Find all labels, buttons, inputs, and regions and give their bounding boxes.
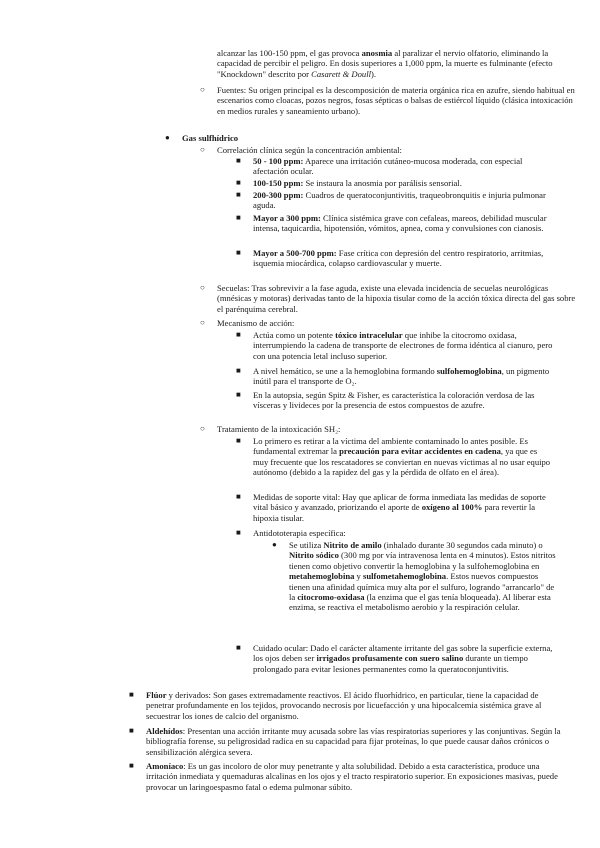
level-item <box>253 190 553 211</box>
italic-reference: Casarett & Doull <box>311 68 371 79</box>
level-label: Mayor a 500-700 ppm: <box>253 248 337 258</box>
tratamiento-item: Tratamiento de la intoxicación SH₂: <box>217 424 341 434</box>
text-run: alcanzar las 100-150 ppm, el gas provoca <box>217 48 362 58</box>
gas-item <box>146 690 566 721</box>
treatment-item <box>253 492 553 523</box>
bold-term: oxígeno al 100% <box>421 502 483 513</box>
disc-bullet-icon: ● <box>272 540 277 549</box>
circle-bullet-icon: ○ <box>200 424 205 433</box>
square-bullet-icon: ■ <box>236 213 241 222</box>
square-bullet-icon: ■ <box>236 156 241 165</box>
text-run: (la enzima que el gas tenía bloqueada). Al liberar esta enzima, se reactiva el metabolismo aerobio y la respiración celular. <box>289 592 551 613</box>
treatment-item <box>253 643 553 674</box>
level-text: Se instaura la anosmia por parálisis sensorial. <box>303 178 462 188</box>
text-run: Actúa como un potente <box>253 330 336 340</box>
level-label: 50 - 100 ppm: <box>253 156 304 166</box>
bold-term: Nitrito de amilo <box>323 540 382 550</box>
text-run: En la autopsia, según <box>253 390 329 400</box>
square-bullet-icon: ■ <box>236 366 241 375</box>
text-run: ). <box>370 68 376 79</box>
level-item <box>253 156 553 177</box>
level-text: Cuadros de queratoconjuntivitis, traqueobronquitis e injuria pulmonar aguda. <box>253 190 546 211</box>
level-text: Aparece una irritación cutáneo-mucosa moderada, con especial afectación ocular. <box>253 156 523 177</box>
text-run: , ya que es muy frecuente que los rescatadores se conviertan en nuevas víctimas al no usar equipo autónomo (debido a la rapidez del gas y la pérdida de olfato en el área). <box>253 446 551 478</box>
square-bullet-icon: ■ <box>236 436 241 445</box>
square-bullet-icon: ■ <box>129 761 134 770</box>
fuentes-item: Fuentes: Su origen principal es la descomposición de materia orgánica rica en azufre, siendo habitual en escenarios como cloacas, pozos negros, fosas sépticas o balsas de estiércol líquido (clásica intoxicación en medios rurales y saneamiento urbano). <box>217 85 575 116</box>
mechanism-item <box>253 390 553 411</box>
bold-term: anosmia <box>361 48 393 58</box>
circle-bullet-icon: ○ <box>200 85 205 94</box>
secuelas-item: Secuelas: Tras sobrevivir a la fase aguda, existe una elevada incidencia de secuelas neurológicas (mnésicas y motoras) derivadas tanto de la hipoxia tisular como de la acción tóxica directa del gas sobre el parénquima cerebral. <box>217 283 576 314</box>
level-item <box>253 248 553 269</box>
square-bullet-icon: ■ <box>236 248 241 257</box>
gas-description: y derivados: Son gases extremadamente reactivos. El ácido fluorhídrico, en particular, tiene la capacidad de penetrar profundamente en los tejidos, provocando necrosis por licuefacción y una hipocalcemia sistémica grave al secuestrar los iones de calcio del organismo. <box>146 690 542 721</box>
gas-item <box>146 726 566 757</box>
bold-term: precaución para evitar accidentes en cadena <box>339 446 501 457</box>
level-item <box>253 213 553 234</box>
square-bullet-icon: ■ <box>236 190 241 199</box>
level-text: Fase crítica con depresión del centro respiratorio, arritmias, isquemia miocárdica, colapso cardiovascular y muerte. <box>253 248 544 269</box>
level-label: 200-300 ppm: <box>253 190 304 200</box>
text-run: Se utiliza <box>289 540 324 550</box>
antidote-item <box>289 540 559 613</box>
bold-term: sulfohemoglobina <box>436 366 502 376</box>
gas-item <box>146 761 566 792</box>
square-bullet-icon: ■ <box>129 690 134 699</box>
square-bullet-icon: ■ <box>129 726 134 735</box>
bold-term: Nitrito sódico <box>289 550 339 561</box>
square-bullet-icon: ■ <box>236 330 241 339</box>
square-bullet-icon: ■ <box>236 178 241 187</box>
square-bullet-icon: ■ <box>236 528 241 537</box>
gas-description: : Es un gas incoloro de olor muy penetrante y alta solubilidad. Debido a esta característica, produce una irritación inmediata y quemaduras alcalinas en los ojos y el tracto respiratorio superior. En exposiciones masivas, puede provocar un laringoespasmo fatal o edema pulmonar súbito. <box>146 761 558 792</box>
text-run: Lo primero es retirar a la víctima del ambiente contaminado lo antes posible. Es fundamental extremar la <box>253 436 528 457</box>
circle-bullet-icon: ○ <box>200 318 205 327</box>
level-label: Mayor a 300 ppm: <box>253 213 321 223</box>
text-run: que inhibe la citocromo oxidasa, interrumpiendo la cadena de transporte de electrones de forma idéntica al cianuro, pero con una potencia letal incluso superior. <box>253 330 553 361</box>
square-bullet-icon: ■ <box>236 492 241 501</box>
text-run: A nivel hemático, se une a la hemoglobina formando <box>253 366 437 376</box>
text-run: (300 mg por vía intravenosa lenta en 4 minutos). Estos nitritos tienen como objetivo convertir la hemoglobina y la sulfohemoglobina en <box>289 550 556 571</box>
level-text: Clínica sistémica grave con cefaleas, mareos, debilidad muscular intensa, taquicardia, hipotensión, vómitos, apnea, coma y convulsiones con cianosis. <box>253 213 547 234</box>
text-run: durante un tiempo prolongado para evitar lesiones permanentes como la queratoconjuntivitis. <box>253 653 528 674</box>
mechanism-item <box>253 366 553 387</box>
square-bullet-icon: ■ <box>236 390 241 399</box>
level-item <box>253 178 553 188</box>
bold-term: irrigados profusamente con suero salino <box>316 653 464 664</box>
treatment-item: Antidototerapia específica: <box>253 528 346 538</box>
bold-term: tóxico intracelular <box>335 330 403 340</box>
square-bullet-icon: ■ <box>236 643 241 652</box>
correlacion-item: Correlación clínica según la concentración ambiental: <box>217 145 402 155</box>
text-run: , es característica la coloración verdosa de las vísceras y livideces por la presencia de estos compuestos de azufre. <box>253 390 535 411</box>
text-run: (inhalado durante 30 segundos cada minuto) o <box>381 540 543 550</box>
text-run: Medidas de soporte vital: Hay que aplicar de forma inmediata las medidas de soporte vital básico y avanzado, priorizando el aporte de <box>253 492 546 513</box>
text-run: Cuidado ocular: Dado el carácter altamente irritante del gas sobre la superficie externa, los ojos deben ser <box>253 643 553 664</box>
text-run: Spitz & Fisher <box>328 390 378 400</box>
disc-bullet-icon: ● <box>165 133 170 142</box>
gas-name: Aldehídos <box>146 726 183 736</box>
text-run: y <box>354 571 363 582</box>
gas-description: : Presentan una acción irritante muy acusada sobre las vías respiratorias superiores y las conjuntivas. Según la bibliografía forense, su peligrosidad radica en su capacidad para fijar proteínas, lo que puede causar daños crónicos o sensibilización alérgica severa. <box>146 726 561 757</box>
circle-bullet-icon: ○ <box>200 145 205 154</box>
text-run: . Estos nuevos compuestos tienen una afinidad química muy alta por el sulfuro, logrando "arrancarlo" de la <box>289 571 555 603</box>
treatment-item <box>253 436 553 478</box>
gas-name: Flúor <box>146 690 167 700</box>
text-run: , un pigmento inútil para el transporte de O₂. <box>253 366 550 387</box>
gas-name: Amoníaco <box>146 761 184 771</box>
text-run: para revertir la hipoxia tisular. <box>253 502 536 523</box>
mecanismo-item: Mecanismo de acción: <box>217 318 295 328</box>
continuation-paragraph <box>217 48 577 79</box>
bold-term: sulfometahemoglobina <box>363 571 447 582</box>
bold-term: citocromo-oxidasa <box>297 592 365 603</box>
level-label: 100-150 ppm: <box>253 178 304 188</box>
bold-term: metahemoglobina <box>289 571 355 582</box>
text-run: al paralizar el nervio olfatorio, eliminando la capacidad de percibir el peligro. En dosis superiores a 1,000 ppm, la muerte es fulminante (efecto "Knockdown" descrito por <box>217 48 553 79</box>
section-heading: Gas sulfhídrico <box>182 133 239 143</box>
circle-bullet-icon: ○ <box>200 283 205 292</box>
mechanism-item <box>253 330 553 361</box>
